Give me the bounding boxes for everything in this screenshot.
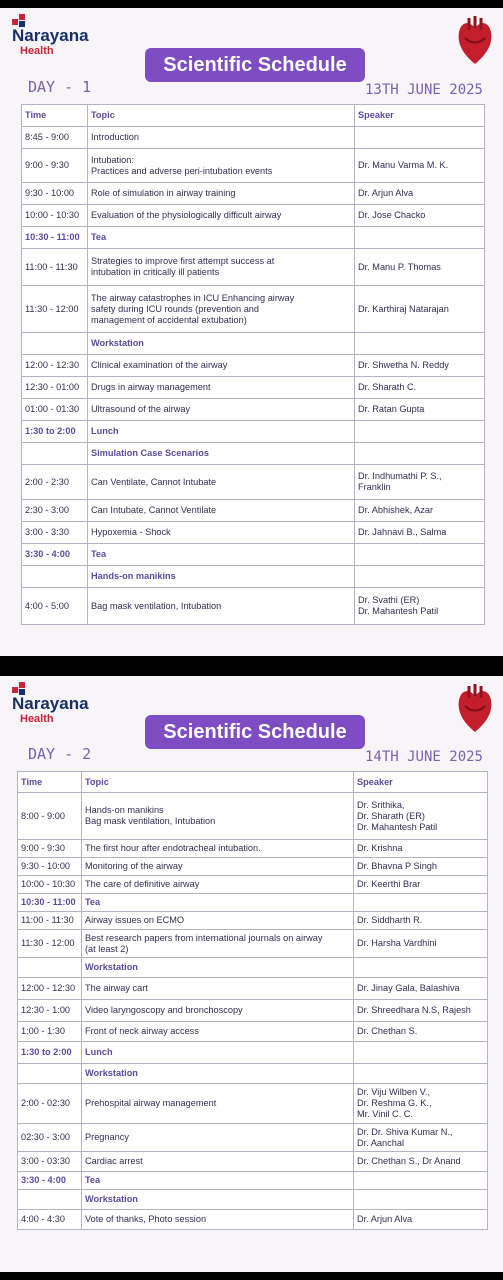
table-row (18, 793, 488, 840)
table-row (18, 958, 488, 978)
speaker-cell: Dr. Keerthi Brar (354, 876, 488, 894)
topic-cell: Video laryngoscopy and bronchoscopy (82, 1000, 354, 1022)
speaker-cell: Dr. Harsha Vardhini (354, 930, 488, 958)
schedule-page-day-2 (0, 676, 503, 1272)
table-row (18, 1064, 488, 1084)
time-cell: 12:30 - 01:00 (22, 377, 88, 399)
section-heading-cell: Workstation (82, 1190, 354, 1210)
speaker-cell: Dr. Jahnavi B., Salma (355, 522, 485, 544)
speaker-cell (354, 1042, 488, 1064)
topic-cell: Strategies to improve first attempt success at intubation in critically ill patients (88, 249, 355, 286)
speaker-cell: Dr. Shreedhara N.S, Rajesh (354, 1000, 488, 1022)
topic-cell: Intubation: Practices and adverse peri-intubation events (88, 149, 355, 183)
time-cell: 12:00 - 12:30 (18, 978, 82, 1000)
day-label: DAY - 1 (28, 78, 92, 96)
table-row (22, 500, 485, 522)
schedule-table (21, 104, 485, 625)
speaker-cell: Dr. Srithika, Dr. Sharath (ER) Dr. Mahantesh Patil (354, 793, 488, 840)
speaker-cell: Dr. Arjun Alva (355, 183, 485, 205)
table-row (22, 377, 485, 399)
topic-cell: The care of definitive airway (82, 876, 354, 894)
speaker-cell: Dr. Shwetha N. Reddy (355, 355, 485, 377)
time-cell: 9:00 - 9:30 (18, 840, 82, 858)
time-cell: 10:30 - 11:00 (22, 227, 88, 249)
table-row (22, 421, 485, 443)
topic-cell: Pregnancy (82, 1124, 354, 1152)
day-label: DAY - 2 (28, 745, 92, 763)
table-row (22, 522, 485, 544)
table-row (22, 443, 485, 465)
time-cell: 12:00 - 12:30 (22, 355, 88, 377)
speaker-cell (354, 1172, 488, 1190)
topic-cell: Ultrasound of the airway (88, 399, 355, 421)
time-cell (22, 333, 88, 355)
table-row (18, 1022, 488, 1042)
speaker-cell: Dr. Abhishek, Azar (355, 500, 485, 522)
speaker-cell: Dr. Bhavna P Singh (354, 858, 488, 876)
time-cell: 1:00 - 1:30 (18, 1022, 82, 1042)
table-row (18, 1042, 488, 1064)
speaker-cell: Dr. Dr. Shiva Kumar N., Dr. Aanchal (354, 1124, 488, 1152)
topic-cell: Vote of thanks, Photo session (82, 1210, 354, 1230)
topic-cell: Introduction (88, 127, 355, 149)
time-cell: 9:30 - 10:00 (18, 858, 82, 876)
speaker-cell: Dr. Manu Varma M. K. (355, 149, 485, 183)
page-title: Scientific Schedule (145, 48, 365, 82)
table-row (18, 1084, 488, 1124)
time-cell (22, 443, 88, 465)
table-header-row (22, 105, 485, 127)
brand-name: Narayana (12, 26, 89, 45)
speaker-cell: Dr. Ratan Gupta (355, 399, 485, 421)
topic-cell: Prehospital airway management (82, 1084, 354, 1124)
speaker-cell: Dr. Karthiraj Natarajan (355, 286, 485, 333)
topic-cell: Tea (88, 544, 355, 566)
topic-cell: Hypoxemia - Shock (88, 522, 355, 544)
table-row (18, 1000, 488, 1022)
table-row (22, 249, 485, 286)
topic-cell: Lunch (88, 421, 355, 443)
time-cell: 10:00 - 10:30 (18, 876, 82, 894)
speaker-cell: Dr. Svathi (ER) Dr. Mahantesh Patil (355, 588, 485, 625)
column-header-time: Time (18, 772, 82, 793)
table-row (22, 355, 485, 377)
time-cell: 4:00 - 5:00 (22, 588, 88, 625)
table-row (22, 588, 485, 625)
time-cell: 2:30 - 3:00 (22, 500, 88, 522)
topic-cell: Airway issues on ECMO (82, 912, 354, 930)
brand-sub: Health (20, 713, 54, 725)
time-cell (18, 958, 82, 978)
table-row (18, 1172, 488, 1190)
column-header-speaker: Speaker (354, 772, 488, 793)
time-cell: 3:30 - 4:00 (18, 1172, 82, 1190)
time-cell: 8:45 - 9:00 (22, 127, 88, 149)
section-heading-cell: Workstation (82, 958, 354, 978)
time-cell: 9:30 - 10:00 (22, 183, 88, 205)
table-row (18, 1124, 488, 1152)
column-header-topic: Topic (82, 772, 354, 793)
section-heading-cell: Workstation (88, 333, 355, 355)
speaker-cell: Dr. Viju Wilben V., Dr. Reshma G. K., Mr. Vinil C. C. (354, 1084, 488, 1124)
speaker-cell (354, 958, 488, 978)
time-cell: 2:00 - 02:30 (18, 1084, 82, 1124)
date-label: 13TH JUNE 2025 (364, 82, 483, 98)
table-row (18, 840, 488, 858)
speaker-cell: Dr. Siddharth R. (354, 912, 488, 930)
topic-cell: Clinical examination of the airway (88, 355, 355, 377)
time-cell: 3:00 - 3:30 (22, 522, 88, 544)
heart-icon (455, 682, 495, 734)
table-row (18, 894, 488, 912)
time-cell: 11:00 - 11:30 (22, 249, 88, 286)
topic-cell: Lunch (82, 1042, 354, 1064)
topic-cell: Role of simulation in airway training (88, 183, 355, 205)
schedule-page-day-1 (0, 8, 503, 656)
time-cell: 10:00 - 10:30 (22, 205, 88, 227)
topic-cell: Evaluation of the physiologically difficult airway (88, 205, 355, 227)
page-title: Scientific Schedule (145, 715, 365, 749)
speaker-cell (355, 566, 485, 588)
speaker-cell (355, 421, 485, 443)
table-row (18, 1210, 488, 1230)
topic-cell: The airway catastrophes in ICU Enhancing airway safety during ICU rounds (prevention and management of accidental extubation) (88, 286, 355, 333)
time-cell: 3:30 - 4:00 (22, 544, 88, 566)
topic-cell: Tea (82, 1172, 354, 1190)
topic-cell: Hands-on manikins Bag mask ventilation, Intubation (82, 793, 354, 840)
speaker-cell: Dr. Indhumathi P. S., Franklin (355, 465, 485, 500)
schedule-table (17, 771, 488, 1230)
brand-name: Narayana (12, 694, 89, 713)
time-cell: 11:30 - 12:00 (18, 930, 82, 958)
table-row (22, 149, 485, 183)
topic-cell: Drugs in airway management (88, 377, 355, 399)
table-row (18, 1152, 488, 1172)
speaker-cell (355, 544, 485, 566)
topic-cell: Best research papers from international journals on airway (at least 2) (82, 930, 354, 958)
column-header-topic: Topic (88, 105, 355, 127)
time-cell: 10:30 - 11:00 (18, 894, 82, 912)
time-cell: 2:00 - 2:30 (22, 465, 88, 500)
topic-cell: Can Intubate, Cannot Ventilate (88, 500, 355, 522)
table-row (22, 544, 485, 566)
topic-cell: Tea (88, 227, 355, 249)
table-header-row (18, 772, 488, 793)
time-cell: 01:00 - 01:30 (22, 399, 88, 421)
speaker-cell: Dr. Jinay Gala, Balashiva (354, 978, 488, 1000)
table-row (22, 333, 485, 355)
time-cell: 1:30 to 2:00 (18, 1042, 82, 1064)
speaker-cell (355, 443, 485, 465)
table-row (22, 465, 485, 500)
speaker-cell (354, 894, 488, 912)
speaker-cell: Dr. Chethan S. (354, 1022, 488, 1042)
time-cell: 11:30 - 12:00 (22, 286, 88, 333)
section-heading-cell: Simulation Case Scenarios (88, 443, 355, 465)
topic-cell: Bag mask ventilation, Intubation (88, 588, 355, 625)
table-row (22, 566, 485, 588)
heart-icon (455, 14, 495, 66)
section-heading-cell: Hands-on manikins (88, 566, 355, 588)
table-row (18, 912, 488, 930)
table-row (18, 1190, 488, 1210)
time-cell: 02:30 - 3:00 (18, 1124, 82, 1152)
table-row (22, 399, 485, 421)
topic-cell: Tea (82, 894, 354, 912)
date-label: 14TH JUNE 2025 (364, 749, 483, 765)
topic-cell: The first hour after endotracheal intubation. (82, 840, 354, 858)
speaker-cell: Dr. Manu P. Thomas (355, 249, 485, 286)
time-cell: 8:00 - 9:00 (18, 793, 82, 840)
section-heading-cell: Workstation (82, 1064, 354, 1084)
speaker-cell (355, 333, 485, 355)
time-cell: 1:30 to 2:00 (22, 421, 88, 443)
table-row (22, 183, 485, 205)
speaker-cell (354, 1064, 488, 1084)
table-row (22, 205, 485, 227)
speaker-cell: Dr. Arjun Alva (354, 1210, 488, 1230)
speaker-cell (355, 227, 485, 249)
topic-cell: Cardiac arrest (82, 1152, 354, 1172)
speaker-cell: Dr. Krishna (354, 840, 488, 858)
topic-cell: The airway cart (82, 978, 354, 1000)
time-cell: 3:00 - 03:30 (18, 1152, 82, 1172)
table-row (22, 286, 485, 333)
table-row (22, 227, 485, 249)
topic-cell: Front of neck airway access (82, 1022, 354, 1042)
column-header-speaker: Speaker (355, 105, 485, 127)
speaker-cell: Dr. Jose Chacko (355, 205, 485, 227)
speaker-cell (354, 1190, 488, 1210)
speaker-cell: Dr. Sharath C. (355, 377, 485, 399)
table-row (18, 978, 488, 1000)
time-cell (18, 1190, 82, 1210)
brand-sub: Health (20, 45, 54, 57)
speaker-cell: Dr. Chethan S., Dr Anand (354, 1152, 488, 1172)
time-cell: 11:00 - 11:30 (18, 912, 82, 930)
time-cell: 9:00 - 9:30 (22, 149, 88, 183)
table-row (18, 876, 488, 894)
table-row (18, 930, 488, 958)
topic-cell: Monitoring of the airway (82, 858, 354, 876)
topic-cell: Can Ventilate, Cannot Intubate (88, 465, 355, 500)
time-cell: 4:00 - 4:30 (18, 1210, 82, 1230)
table-row (18, 858, 488, 876)
time-cell: 12:30 - 1:00 (18, 1000, 82, 1022)
table-row (22, 127, 485, 149)
column-header-time: Time (22, 105, 88, 127)
time-cell (18, 1064, 82, 1084)
speaker-cell (355, 127, 485, 149)
time-cell (22, 566, 88, 588)
